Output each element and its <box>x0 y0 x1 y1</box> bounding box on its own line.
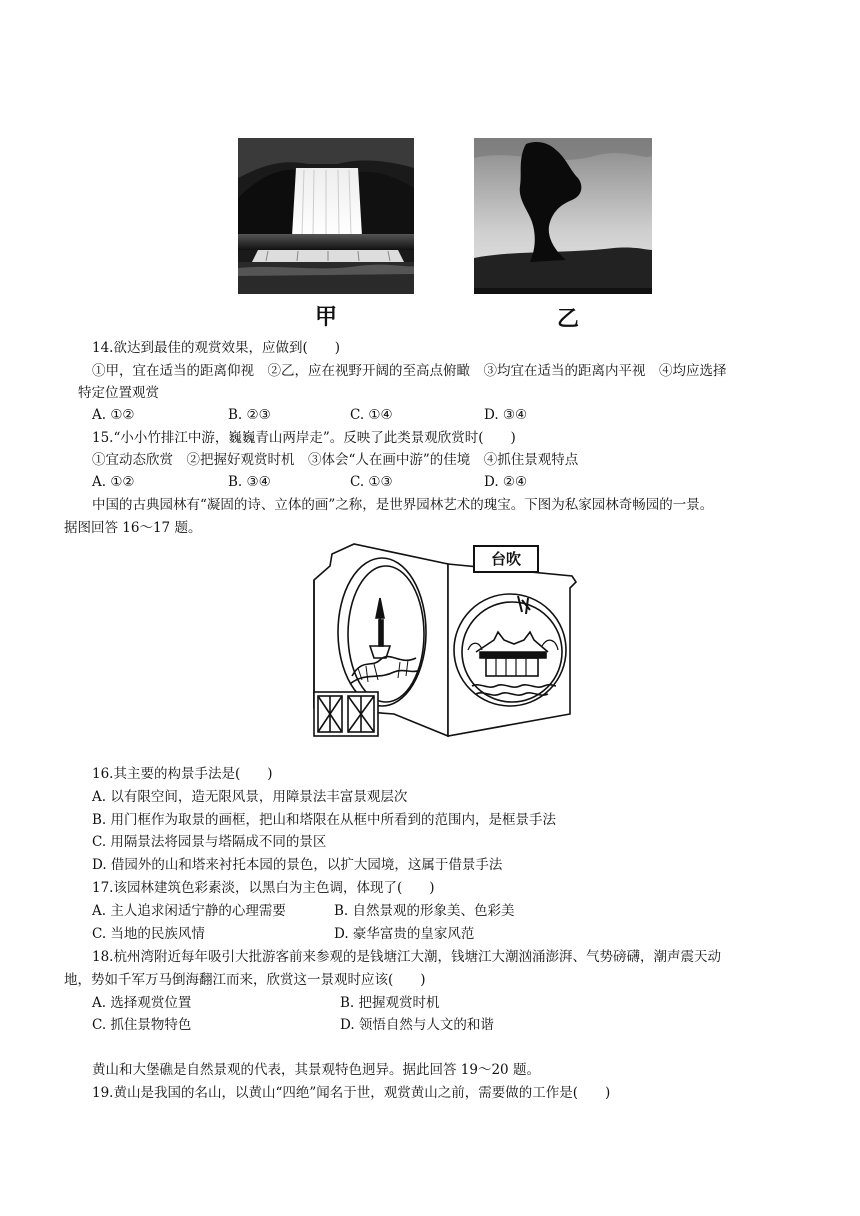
q17-option-c: C. 当地的民族风情 <box>92 926 205 942</box>
q14-option-c: C. ①④ <box>350 407 393 423</box>
q18-stem-line1: 18.杭州湾附近每年吸引大批游客前来参观的是钱塘江大潮，钱塘江大潮汹涌澎湃、气势磅礴，潮声震天动 <box>92 949 721 965</box>
garden-plaque-text: 台吹 <box>490 550 521 568</box>
q16-option-b: B. 用门框作为取景的画框，把山和塔限在从框中所看到的范围内，是框景手法 <box>92 812 557 828</box>
q18-stem-line2: 地，势如千军万马倒海翻江而来，欣赏这一景观时应该( ) <box>64 972 426 988</box>
q14-option-a: A. ①② <box>92 407 135 423</box>
waterfall-photo <box>238 138 414 294</box>
q15-option-c: C. ①③ <box>350 474 393 490</box>
q14-option-b: B. ②③ <box>228 407 271 423</box>
q16-option-a: A. 以有限空间，造无限风景，用障景法丰富景观层次 <box>92 789 408 805</box>
garden-illustration <box>308 540 586 738</box>
q18-option-c: C. 抓住景物特色 <box>92 1017 192 1033</box>
q16-option-d: D. 借园外的山和塔来衬托本园的景色，以扩大园境，这属于借景手法 <box>92 857 503 873</box>
q15-stem: 15.“小小竹排江中游，巍巍青山两岸走”。反映了此类景观欣赏时( ) <box>92 430 516 446</box>
q14-stem: 14.欲达到最佳的观赏效果，应做到( ) <box>92 340 341 356</box>
rock-photo <box>474 138 652 294</box>
intro-16-17-line1: 中国的古典园林有“凝固的诗、立体的画”之称，是世界园林艺术的瑰宝。下图为私家园林奇畅园的一景。 <box>92 497 714 513</box>
q17-option-d: D. 豪华富贵的皇家风范 <box>334 926 475 942</box>
q17-stem: 17.该园林建筑色彩素淡，以黑白为主色调，体现了( ) <box>92 880 435 896</box>
photo-caption-left: 甲 <box>315 305 338 330</box>
q14-option-d: D. ③④ <box>484 407 528 423</box>
q17-option-b: B. 自然景观的形象美、色彩美 <box>334 903 515 919</box>
q15-option-d: D. ②④ <box>484 474 528 490</box>
q18-option-b: B. 把握观赏时机 <box>340 995 440 1011</box>
q14-statements-line1: ①甲，宜在适当的距离仰视 ②乙，应在视野开阔的至高点俯瞰 ③均宜在适当的距离内平视 ④均应选择 <box>92 363 727 379</box>
intro-16-17-line2: 据图回答 16～17 题。 <box>64 520 202 536</box>
q16-option-c: C. 用隔景法将园景与塔隔成不同的景区 <box>92 834 327 850</box>
q15-statements: ①宜动态欣赏 ②把握好观赏时机 ③体会“人在画中游”的佳境 ④抓住景观特点 <box>92 452 579 468</box>
q18-option-a: A. 选择观赏位置 <box>92 995 192 1011</box>
q19-stem: 19.黄山是我国的名山，以黄山“四绝”闻名于世，观赏黄山之前，需要做的工作是( ) <box>92 1085 611 1101</box>
q14-statements-line2: 特定位置观赏 <box>78 385 159 401</box>
q16-stem: 16.其主要的构景手法是( ) <box>92 766 273 782</box>
q15-option-a: A. ①② <box>92 474 135 490</box>
photo-caption-right: 乙 <box>557 307 580 332</box>
intro-19-20: 黄山和大堡礁是自然景观的代表，其景观特色迥异。据此回答 19～20 题。 <box>92 1062 540 1078</box>
q15-option-b: B. ③④ <box>228 474 271 490</box>
q17-option-a: A. 主人追求闲适宁静的心理需要 <box>92 903 286 919</box>
q18-option-d: D. 领悟自然与人文的和谐 <box>340 1017 494 1033</box>
